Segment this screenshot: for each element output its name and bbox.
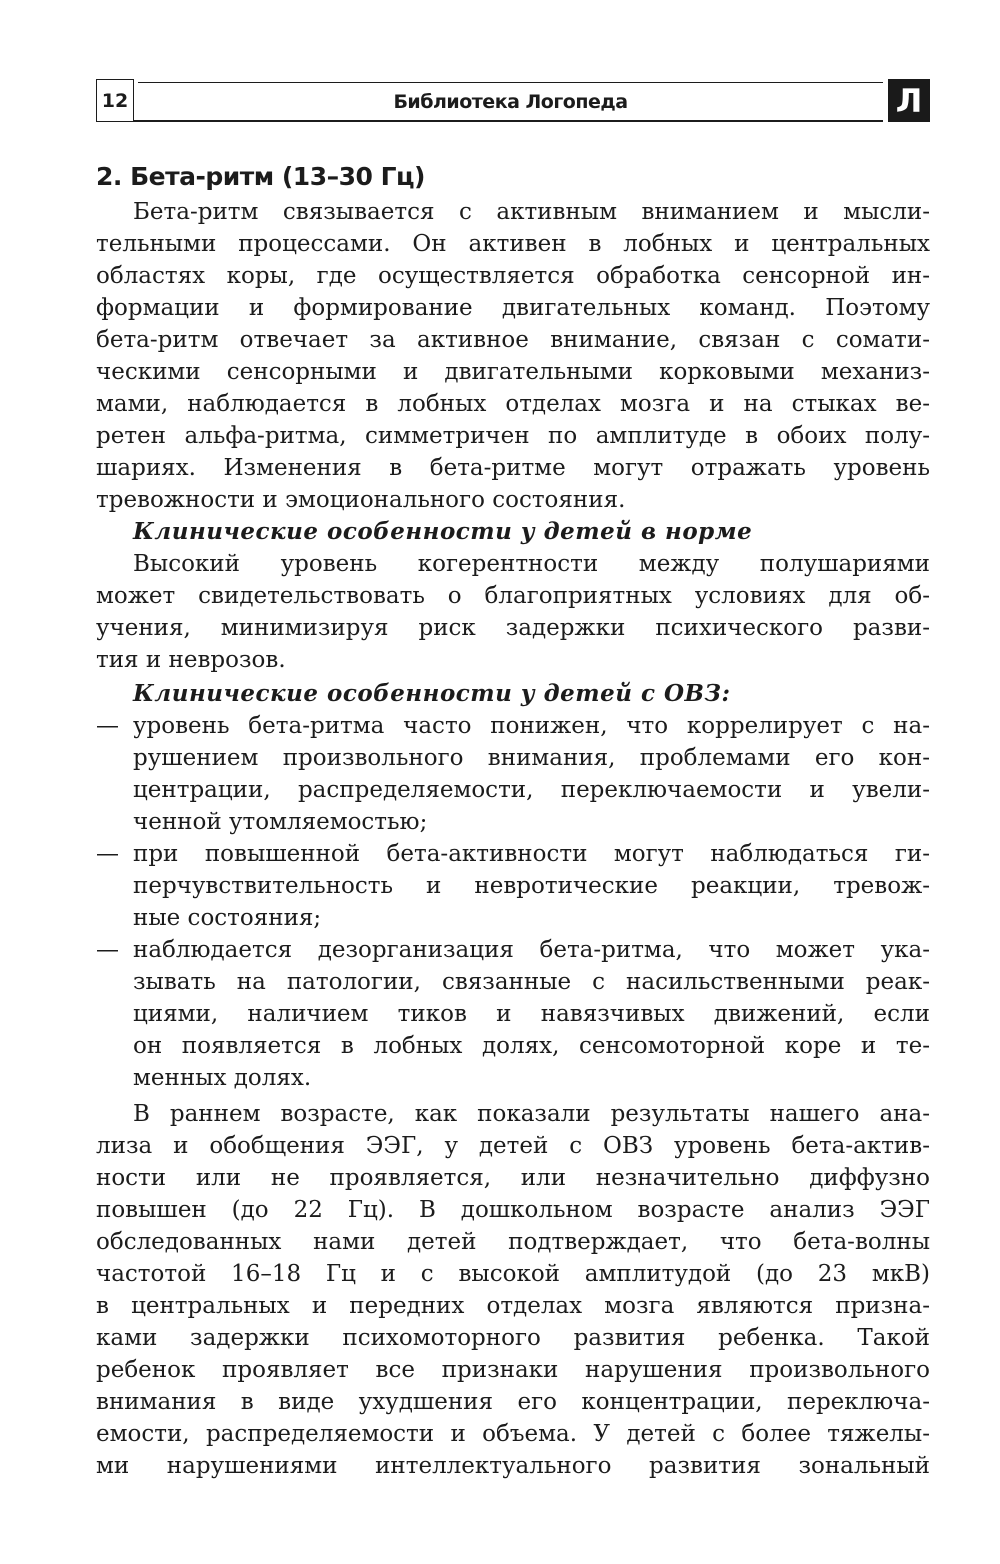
paragraph-line: тия и неврозов.: [96, 647, 286, 673]
page-number: 12: [96, 79, 134, 122]
list-item-line: ные состояния;: [133, 905, 322, 931]
header-rule-top: [138, 82, 883, 83]
subheading-norm: Клинические особенности у детей в норме: [133, 518, 753, 545]
list-item-line: уровень бета-ритма часто понижен, что коррелирует с на-: [133, 713, 930, 739]
list-item-line: он появляется в лобных долях, сенсомоторной коре и те-: [133, 1033, 930, 1059]
paragraph-line: обследованных нами детей подтверждает, что бета-волны: [96, 1229, 930, 1255]
list-item-line: менных долях.: [133, 1065, 312, 1091]
header-rule-bottom: [134, 120, 883, 122]
paragraph-line: учения, минимизируя риск задержки психического разви-: [96, 615, 930, 641]
paragraph-line: ческими сенсорными и двигательными корковыми механиз-: [96, 359, 930, 385]
header-title: Библиотека Логопеда: [393, 91, 628, 113]
paragraph-line: областях коры, где осуществляется обработка сенсорной ин-: [96, 263, 930, 289]
paragraph-line: в центральных и передних отделах мозга являются призна-: [96, 1293, 930, 1319]
paragraph-line: ности или не проявляется, или незначительно диффузно: [96, 1165, 930, 1191]
list-item-line: центрации, распределяемости, переключаемости и увели-: [133, 777, 930, 803]
paragraph-line: Высокий уровень когерентности между полушариями: [133, 551, 930, 577]
section-heading: 2. Бета-ритм (13–30 Гц): [96, 162, 425, 191]
paragraph-line: тревожности и эмоционального состояния.: [96, 487, 626, 513]
paragraph-line: ками задержки психомоторного развития ребенка. Такой: [96, 1325, 930, 1351]
list-dash: —: [96, 937, 119, 963]
list-dash: —: [96, 713, 119, 739]
running-header: [96, 79, 930, 124]
paragraph-line: Бета-ритм связывается с активным вниманием и мысли-: [133, 199, 930, 225]
paragraph-line: может свидетельствовать о благоприятных условиях для об-: [96, 583, 930, 609]
paragraph-line: ретен альфа-ритма, симметричен по амплитуде в обоих полу-: [96, 423, 930, 449]
series-logo: Л: [888, 79, 930, 122]
paragraph-line: ребенок проявляет все признаки нарушения произвольного: [96, 1357, 930, 1383]
list-item-line: перчувствительность и невротические реакции, тревож-: [133, 873, 930, 899]
paragraph-line: шариях. Изменения в бета-ритме могут отражать уровень: [96, 455, 930, 481]
paragraph-line: емости, распределяемости и объема. У детей с более тяжелы-: [96, 1421, 930, 1447]
paragraph-line: формации и формирование двигательных команд. Поэтому: [96, 295, 930, 321]
list-item-line: циями, наличием тиков и навязчивых движений, если: [133, 1001, 930, 1027]
list-dash: —: [96, 841, 119, 867]
paragraph-line: бета-ритм отвечает за активное внимание, связан с сомати-: [96, 327, 930, 353]
paragraph-line: тельными процессами. Он активен в лобных и центральных: [96, 231, 930, 257]
paragraph-line: ми нарушениями интеллектуального развития зональный: [96, 1453, 930, 1479]
list-item-line: рушением произвольного внимания, проблемами его кон-: [133, 745, 930, 771]
list-item-line: ченной утомляемостью;: [133, 809, 428, 835]
paragraph-line: мами, наблюдается в лобных отделах мозга и на стыках ве-: [96, 391, 930, 417]
paragraph-line: частотой 16–18 Гц и с высокой амплитудой (до 23 мкВ): [96, 1261, 930, 1287]
paragraph-line: внимания в виде ухудшения его концентрации, переключа-: [96, 1389, 930, 1415]
paragraph-line: повышен (до 22 Гц). В дошкольном возрасте анализ ЭЭГ: [96, 1197, 930, 1223]
list-item-line: при повышенной бета-активности могут наблюдаться ги-: [133, 841, 930, 867]
subheading-ovz: Клинические особенности у детей с ОВЗ:: [133, 680, 731, 707]
list-item-line: наблюдается дезорганизация бета-ритма, что может ука-: [133, 937, 930, 963]
paragraph-line: лиза и обобщения ЭЭГ, у детей с ОВЗ уровень бета-актив-: [96, 1133, 930, 1159]
paragraph-line: В раннем возрасте, как показали результаты нашего ана-: [133, 1101, 930, 1127]
list-item-line: зывать на патологии, связанные с насильственными реак-: [133, 969, 930, 995]
